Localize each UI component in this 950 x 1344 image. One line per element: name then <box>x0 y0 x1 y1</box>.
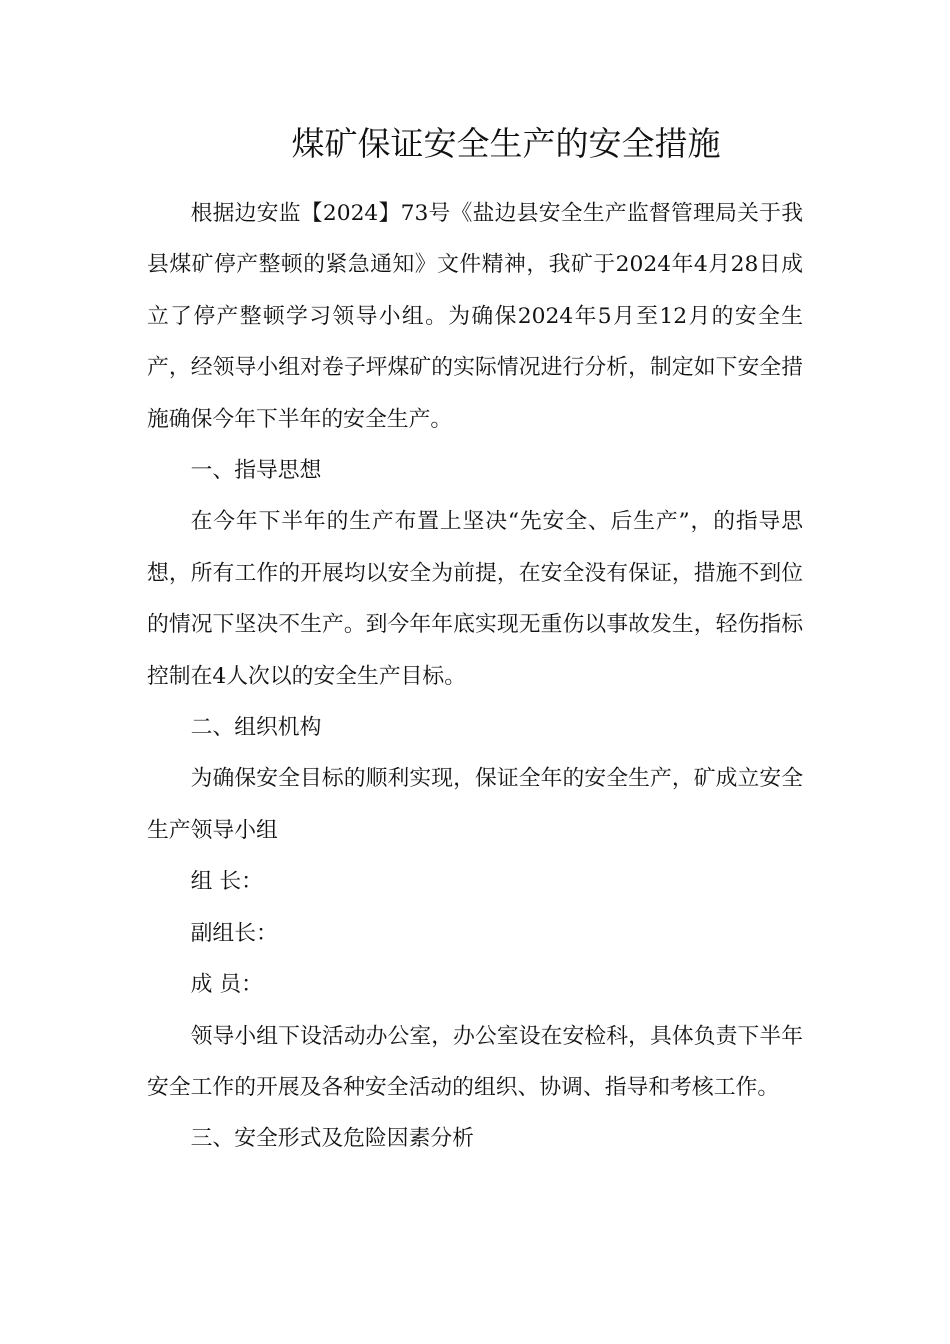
paragraph-office: 领导小组下设活动办公室，办公室设在安检科，具体负责下半年安全工作的开展及各种安全活动的组织、协调、指导和考核工作。 <box>147 1023 803 1100</box>
deputy-leader-line: 副组长： <box>190 920 278 946</box>
document-body <box>147 188 803 1165</box>
leader-line: 组 长： <box>190 869 263 895</box>
paragraph-guiding-ideology: 在今年下半年的生产布置上坚决“先安全、后生产”，的指导思想，所有工作的开展均以安全为前提，在安全没有保证，措施不到位的情况下坚决不生产。到今年年底实现无重伤以事故发生，轻伤指标控制在4人次以的安全生产目标。 <box>147 509 803 689</box>
document-title: 煤矿保证安全生产的安全措施 <box>291 124 721 163</box>
section-heading-guiding-ideology: 一、指导思想 <box>190 458 322 484</box>
paragraph-intro: 根据边安监【2024】73号《盐边县安全生产监督管理局关于我县煤矿停产整顿的紧急通知》文件精神，我矿于2024年4月28日成立了停产整顿学习领导小组。为确保2024年5月至12月的安全生产，经领导小组对卷子坪煤矿的实际情况进行分析，制定如下安全措施确保今年下半年的安全生产。 <box>147 201 803 432</box>
paragraph-organization: 为确保安全目标的顺利实现，保证全年的安全生产，矿成立安全生产领导小组 <box>147 766 803 843</box>
section-heading-risk-analysis: 三、安全形式及危险因素分析 <box>190 1126 474 1152</box>
section-heading-organization: 二、组织机构 <box>190 715 322 741</box>
members-line: 成 员： <box>190 972 263 998</box>
